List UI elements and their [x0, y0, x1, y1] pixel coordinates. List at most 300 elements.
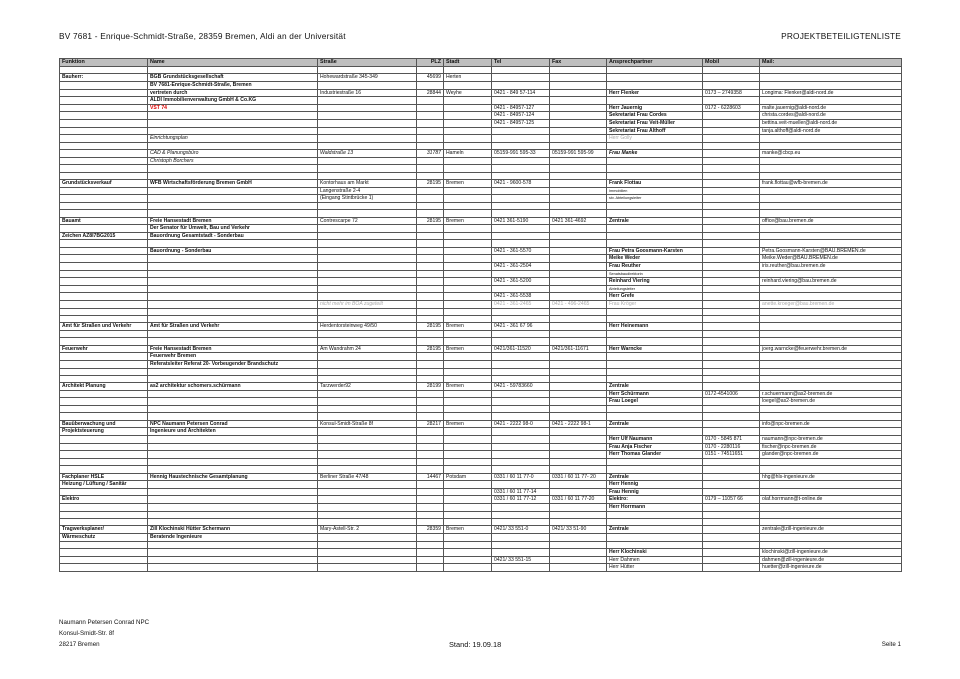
cell-name [148, 406, 318, 413]
cell-stadt: Bremen [444, 420, 492, 428]
cell-stadt [444, 240, 492, 247]
cell-plz [417, 232, 444, 240]
cell-name [148, 488, 318, 496]
cell-name: BGB Grundstücksgesellschaft [148, 74, 318, 82]
cell-funktion [60, 210, 148, 217]
cell-tel: 0421 - 9600-578 [492, 180, 550, 188]
cell-stadt: Weyhe [444, 89, 492, 97]
cell-stadt [444, 202, 492, 209]
table-row [60, 104, 902, 112]
cell-stadt [444, 496, 492, 504]
cell-strasse [318, 353, 417, 361]
cell-mail [760, 541, 902, 548]
cell-name [148, 172, 318, 179]
cell-tel: 0421 - 84957-125 [492, 119, 550, 127]
cell-ansprechpartner: Sekretariat Frau Cordes [607, 112, 703, 120]
cell-plz [417, 247, 444, 255]
cell-mail [760, 240, 902, 247]
cell-strasse [318, 247, 417, 255]
cell-mail [760, 67, 902, 74]
table-row [60, 398, 902, 406]
cell-fax [550, 488, 607, 496]
cell-plz [417, 285, 444, 293]
cell-ansprechpartner: Herr Dahmen [607, 556, 703, 564]
cell-fax [550, 323, 607, 331]
cell-funktion: Grundstücksverkauf [60, 180, 148, 188]
cell-mobil [703, 278, 760, 286]
cell-plz: 45699 [417, 74, 444, 82]
cell-mail [760, 210, 902, 217]
cell-mail: Petra.Goosmann-Karsten@BAU.BREMEN.de [760, 247, 902, 255]
cell-plz [417, 541, 444, 548]
cell-funktion [60, 458, 148, 465]
cell-tel [492, 255, 550, 263]
cell-mobil [703, 74, 760, 82]
cell-mobil [703, 511, 760, 518]
cell-stadt [444, 398, 492, 406]
cell-name [148, 443, 318, 451]
cell-strasse: Industriestraße 16 [318, 89, 417, 97]
cell-fax [550, 97, 607, 105]
table-row [60, 541, 902, 548]
cell-stadt [444, 503, 492, 511]
cell-ansprechpartner [607, 67, 703, 74]
cell-mail [760, 488, 902, 496]
table-row [60, 157, 902, 165]
cell-fax [550, 413, 607, 420]
cell-stadt [444, 353, 492, 361]
cell-mail [760, 308, 902, 315]
cell-funktion [60, 330, 148, 337]
cell-fax [550, 428, 607, 436]
table-row [60, 180, 902, 188]
table-body [60, 67, 902, 572]
cell-strasse [318, 157, 417, 165]
cell-funktion [60, 195, 148, 203]
cell-ansprechpartner: Frau Hennig [607, 488, 703, 496]
cell-fax [550, 263, 607, 271]
table-row [60, 353, 902, 361]
cell-stadt [444, 375, 492, 382]
cell-mobil: 0170 - 5845 871 [703, 436, 760, 444]
cell-ansprechpartner: Abteilungsleiter [607, 285, 703, 293]
cell-fax [550, 406, 607, 413]
cell-strasse [318, 308, 417, 315]
cell-strasse [318, 315, 417, 322]
cell-fax [550, 172, 607, 179]
cell-funktion [60, 413, 148, 420]
cell-name: Zill Klochinski Hütter Schermann [148, 526, 318, 534]
cell-tel: 0421 - 59783660 [492, 383, 550, 391]
cell-plz [417, 293, 444, 301]
cell-strasse: Hohewardstraße 345-349 [318, 74, 417, 82]
cell-stadt [444, 564, 492, 572]
cell-ansprechpartner [607, 330, 703, 337]
cell-mobil [703, 428, 760, 436]
cell-plz [417, 556, 444, 564]
cell-stadt [444, 300, 492, 308]
cell-ansprechpartner [607, 413, 703, 420]
cell-strasse [318, 172, 417, 179]
cell-stadt [444, 293, 492, 301]
cell-stadt [444, 458, 492, 465]
table-row [60, 300, 902, 308]
cell-mobil [703, 488, 760, 496]
table-row [60, 488, 902, 496]
cell-plz [417, 481, 444, 489]
cell-fax [550, 89, 607, 97]
cell-fax: 05159-991 595-99 [550, 150, 607, 158]
cell-strasse [318, 428, 417, 436]
cell-stadt [444, 466, 492, 473]
cell-tel [492, 360, 550, 368]
cell-stadt [444, 308, 492, 315]
cell-strasse [318, 511, 417, 518]
cell-name: Bauordnung - Sonderbau [148, 247, 318, 255]
cell-strasse [318, 413, 417, 420]
cell-funktion [60, 285, 148, 293]
cell-fax [550, 360, 607, 368]
cell-plz [417, 338, 444, 345]
cell-fax [550, 270, 607, 278]
table-row [60, 270, 902, 278]
cell-mail [760, 81, 902, 89]
cell-tel [492, 353, 550, 361]
cell-name [148, 564, 318, 572]
cell-funktion [60, 541, 148, 548]
cell-tel [492, 533, 550, 541]
cell-plz [417, 172, 444, 179]
table-row [60, 413, 902, 420]
cell-name [148, 368, 318, 375]
cell-tel [492, 81, 550, 89]
cell-fax [550, 511, 607, 518]
cell-ansprechpartner: Herr Hennig [607, 481, 703, 489]
cell-mail: office@bau.bremen.de [760, 217, 902, 225]
table-row [60, 232, 902, 240]
cell-funktion [60, 150, 148, 158]
cell-funktion [60, 81, 148, 89]
cell-name [148, 127, 318, 135]
cell-stadt: Bremen [444, 526, 492, 534]
col-plz: PLZ [417, 59, 444, 67]
cell-mobil [703, 285, 760, 293]
cell-tel [492, 97, 550, 105]
cell-stadt [444, 97, 492, 105]
cell-fax [550, 195, 607, 203]
cell-mobil [703, 338, 760, 345]
cell-mail [760, 533, 902, 541]
cell-plz: 28195 [417, 217, 444, 225]
cell-funktion [60, 119, 148, 127]
cell-tel: 0421 - 361-5570 [492, 247, 550, 255]
cell-fax: 0331 / 60 11 77-20 [550, 496, 607, 504]
cell-mobil [703, 119, 760, 127]
cell-tel [492, 74, 550, 82]
cell-plz [417, 488, 444, 496]
cell-ansprechpartner: Herr Jauernig [607, 104, 703, 112]
cell-tel [492, 195, 550, 203]
cell-fax [550, 338, 607, 345]
cell-mobil [703, 323, 760, 331]
table-row [60, 458, 902, 465]
cell-tel [492, 187, 550, 195]
cell-fax [550, 285, 607, 293]
table-row [60, 360, 902, 368]
cell-mail: reinhard.viering@bau.bremen.de [760, 278, 902, 286]
cell-tel [492, 240, 550, 247]
cell-strasse [318, 293, 417, 301]
cell-plz [417, 390, 444, 398]
cell-tel [492, 466, 550, 473]
cell-mobil [703, 112, 760, 120]
cell-mobil [703, 81, 760, 89]
cell-name: CAD & Planungsbüro [148, 150, 318, 158]
cell-mail [760, 225, 902, 233]
cell-plz [417, 330, 444, 337]
cell-name [148, 481, 318, 489]
table-row [60, 390, 902, 398]
cell-ansprechpartner: Sekretariat Frau Althoff [607, 127, 703, 135]
cell-fax [550, 104, 607, 112]
table-row [60, 67, 902, 74]
cell-tel [492, 375, 550, 382]
cell-funktion [60, 315, 148, 322]
cell-stadt [444, 488, 492, 496]
cell-strasse [318, 127, 417, 135]
table-row [60, 503, 902, 511]
cell-name [148, 518, 318, 525]
cell-funktion [60, 225, 148, 233]
cell-tel [492, 398, 550, 406]
cell-ansprechpartner: Frau Loegel [607, 398, 703, 406]
cell-tel [492, 225, 550, 233]
cell-name [148, 503, 318, 511]
cell-strasse [318, 202, 417, 209]
cell-mobil [703, 413, 760, 420]
cell-ansprechpartner [607, 172, 703, 179]
cell-stadt [444, 172, 492, 179]
cell-mail [760, 503, 902, 511]
cell-fax [550, 202, 607, 209]
cell-funktion [60, 240, 148, 247]
cell-ansprechpartner [607, 466, 703, 473]
cell-mobil [703, 202, 760, 209]
cell-stadt: Hameln [444, 150, 492, 158]
cell-ansprechpartner [607, 360, 703, 368]
cell-name [148, 240, 318, 247]
cell-funktion [60, 436, 148, 444]
cell-ansprechpartner [607, 428, 703, 436]
cell-funktion: Bauamt [60, 217, 148, 225]
cell-fax [550, 383, 607, 391]
cell-name: NPC Naumann Petersen Conrad [148, 420, 318, 428]
cell-strasse [318, 503, 417, 511]
cell-mail [760, 338, 902, 345]
cell-fax [550, 353, 607, 361]
cell-fax [550, 481, 607, 489]
cell-ansprechpartner: Immobilien [607, 187, 703, 195]
table-row [60, 89, 902, 97]
cell-stadt: Bremen [444, 217, 492, 225]
cell-plz [417, 67, 444, 74]
cell-plz: 28199 [417, 383, 444, 391]
cell-ansprechpartner: Senatsbaudirektorin [607, 270, 703, 278]
cell-mail [760, 518, 902, 525]
cell-stadt [444, 428, 492, 436]
cell-stadt [444, 338, 492, 345]
table-row [60, 526, 902, 534]
cell-mobil [703, 481, 760, 489]
cell-plz [417, 119, 444, 127]
cell-stadt: Bremen [444, 180, 492, 188]
cell-strasse: Contrescarpe 72 [318, 217, 417, 225]
cell-plz [417, 564, 444, 572]
cell-stadt [444, 315, 492, 322]
cell-plz [417, 157, 444, 165]
cell-tel [492, 135, 550, 143]
cell-mobil [703, 353, 760, 361]
table-row [60, 240, 902, 247]
cell-strasse [318, 263, 417, 271]
cell-plz [417, 533, 444, 541]
cell-mail [760, 458, 902, 465]
cell-fax [550, 255, 607, 263]
col-name: Name [148, 59, 318, 67]
cell-funktion [60, 511, 148, 518]
cell-ansprechpartner [607, 315, 703, 322]
table-row [60, 142, 902, 149]
cell-ansprechpartner: Reinhard Viering [607, 278, 703, 286]
table-row [60, 150, 902, 158]
cell-mail: christa.cordes@aldi-nord.de [760, 112, 902, 120]
col-tel: Tel [492, 59, 550, 67]
cell-strasse: Konsul-Smidt-Straße 8f [318, 420, 417, 428]
cell-tel [492, 541, 550, 548]
cell-strasse [318, 458, 417, 465]
cell-strasse: Kontorhaus am Markt [318, 180, 417, 188]
cell-funktion [60, 451, 148, 459]
cell-strasse: Langenstraße 2-4 [318, 187, 417, 195]
cell-tel: 0331 / 60 11 77-12 [492, 496, 550, 504]
cell-stadt [444, 548, 492, 556]
cell-plz [417, 202, 444, 209]
cell-stadt [444, 285, 492, 293]
cell-mail [760, 74, 902, 82]
cell-mobil [703, 157, 760, 165]
col-mail: Mail: [760, 59, 902, 67]
cell-ansprechpartner: Herr Golly [607, 135, 703, 143]
cell-mail [760, 293, 902, 301]
cell-stadt: Bremen [444, 345, 492, 353]
cell-name [148, 496, 318, 504]
cell-funktion: Wärmeschutz [60, 533, 148, 541]
cell-name: vertreten durch [148, 89, 318, 97]
cell-tel [492, 308, 550, 315]
cell-tel: 0421 - 849 57-114 [492, 89, 550, 97]
cell-tel: 0421/ 33 551-15 [492, 556, 550, 564]
cell-stadt [444, 135, 492, 143]
cell-ansprechpartner: Herr Hütter [607, 564, 703, 572]
cell-mobil [703, 360, 760, 368]
cell-stadt [444, 511, 492, 518]
cell-fax: 0421 - 2222 98-1 [550, 420, 607, 428]
cell-mail: Meike.Weder@BAU.BREMEN.de [760, 255, 902, 263]
table-row [60, 293, 902, 301]
cell-name: ALDI Immobilienverwaltung GmbH & Co.KG [148, 97, 318, 105]
cell-mobil [703, 97, 760, 105]
table-row [60, 119, 902, 127]
cell-strasse [318, 210, 417, 217]
table-row [60, 81, 902, 89]
cell-mail: malte.jauernig@aldi-nord.de [760, 104, 902, 112]
cell-mobil: 0151 - 74511651 [703, 451, 760, 459]
cell-ansprechpartner [607, 81, 703, 89]
cell-mail [760, 330, 902, 337]
cell-name [148, 511, 318, 518]
cell-fax: 0421/ 33 51-90 [550, 526, 607, 534]
cell-funktion [60, 293, 148, 301]
cell-fax: 0421/361-11671 [550, 345, 607, 353]
cell-mobil [703, 518, 760, 525]
cell-strasse [318, 330, 417, 337]
cell-name [148, 541, 318, 548]
cell-plz [417, 195, 444, 203]
cell-stadt [444, 270, 492, 278]
cell-mail [760, 97, 902, 105]
cell-stadt [444, 451, 492, 459]
cell-mail [760, 172, 902, 179]
cell-plz: 28195 [417, 345, 444, 353]
cell-mobil [703, 420, 760, 428]
cell-name [148, 466, 318, 473]
cell-mail: glander@npc-bremen.de [760, 451, 902, 459]
cell-name [148, 548, 318, 556]
cell-mobil [703, 247, 760, 255]
cell-mobil: 0179 – 11057 66 [703, 496, 760, 504]
cell-mail [760, 428, 902, 436]
table-row [60, 278, 902, 286]
cell-fax [550, 74, 607, 82]
cell-ansprechpartner [607, 533, 703, 541]
cell-mail [760, 383, 902, 391]
cell-funktion: Feuerwehr [60, 345, 148, 353]
cell-stadt [444, 195, 492, 203]
cell-tel: 0421 - 361-5200 [492, 278, 550, 286]
cell-name [148, 119, 318, 127]
cell-tel [492, 127, 550, 135]
cell-funktion [60, 443, 148, 451]
cell-strasse [318, 443, 417, 451]
cell-funktion [60, 390, 148, 398]
cell-tel: 0421 361-5190 [492, 217, 550, 225]
table-row [60, 383, 902, 391]
cell-strasse [318, 240, 417, 247]
cell-name [148, 270, 318, 278]
cell-plz [417, 413, 444, 420]
cell-name [148, 375, 318, 382]
cell-name: Ingenieure und Architekten [148, 428, 318, 436]
cell-stadt [444, 518, 492, 525]
cell-strasse [318, 564, 417, 572]
cell-tel [492, 202, 550, 209]
table-row [60, 496, 902, 504]
cell-fax [550, 375, 607, 382]
cell-stadt: Bremen [444, 383, 492, 391]
cell-plz [417, 278, 444, 286]
cell-strasse [318, 451, 417, 459]
cell-stadt [444, 187, 492, 195]
